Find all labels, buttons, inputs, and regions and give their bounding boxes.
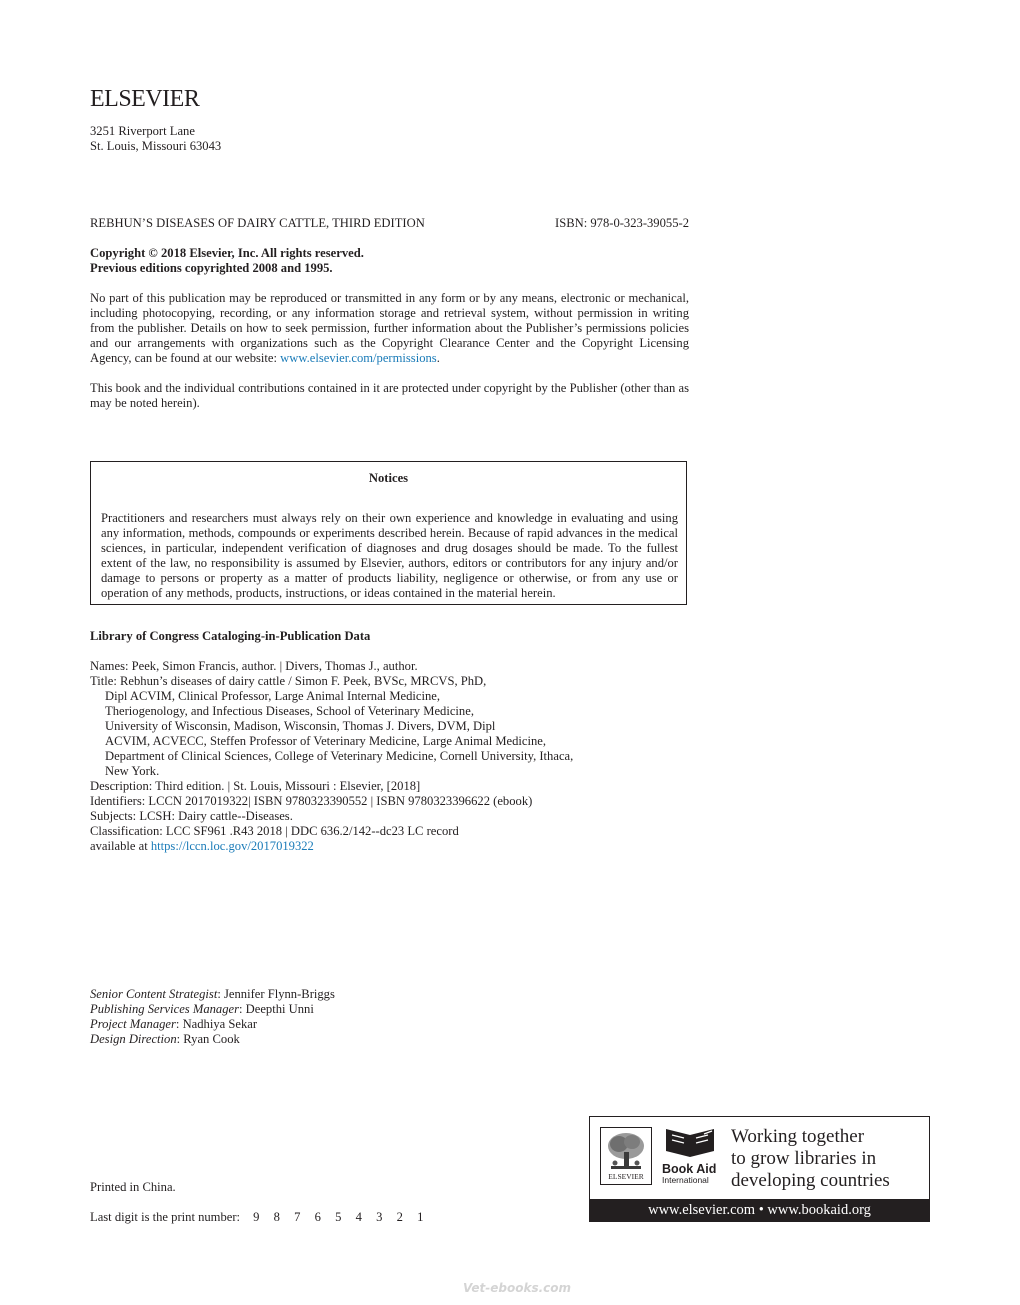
previous-editions-line: Previous editions copyrighted 2008 and 1995. xyxy=(90,261,333,275)
notices-body: Practitioners and researchers must always rely on their own experience and knowledge in evaluating and using any information, methods, compounds or experiments described herein. Because of rapid advances in the medical sciences, in particular, independent verification of diagnoses and drug dosages should be made. To the fullest extent of the law, no responsibility is assumed by Elsevier, authors, editors or contributors for any injury and/or damage to persons or property as a matter of products liability, negligence or otherwise, or from any use or operation of any methods, products, instructions, or ideas contained in the material herein. xyxy=(101,511,678,600)
credit-role: Publishing Services Manager xyxy=(90,1002,239,1016)
copyright-line: Copyright © 2018 Elsevier, Inc. All rights reserved. xyxy=(90,246,364,260)
publisher-address xyxy=(90,124,221,154)
credit-role: Design Direction xyxy=(90,1032,177,1046)
address-line-1: 3251 Riverport Lane xyxy=(90,124,195,138)
credit-name: : Jennifer Flynn-Briggs xyxy=(217,987,335,1001)
bookaid-logo xyxy=(662,1127,722,1187)
cip-line: Department of Clinical Sciences, College of Veterinary Medicine, Cornell University, Ithaca, xyxy=(105,749,574,763)
elsevier-small-wordmark: ELSEVIER xyxy=(608,1172,644,1181)
credit-role: Project Manager xyxy=(90,1017,176,1031)
print-digit: 9 xyxy=(253,1210,260,1224)
print-digit: 4 xyxy=(355,1210,362,1224)
cip-line: Description: Third edition. | St. Louis, Missouri : Elsevier, [2018] xyxy=(90,779,421,793)
print-digit: 5 xyxy=(335,1210,342,1224)
bookaid-urls: www.elsevier.com • www.bookaid.org xyxy=(590,1199,929,1221)
cip-line: New York. xyxy=(105,764,160,778)
book-isbn: ISBN: 978-0-323-39055-2 xyxy=(555,216,689,230)
site-watermark: Vet-ebooks.com xyxy=(463,1281,572,1295)
permissions-text: No part of this publication may be reproduced or transmitted in any form or by any means, electronic or mechanical, including photocopying, recording, or any information storage and retrieval system, without permission in writing from the publisher. Details on how to seek permission, further information about the Publisher’s permissions policies and our arrangements with organizations such as the Copyright Clearance Center and the Copyright Licensing Agency, can be found at our website: xyxy=(90,291,689,365)
credit-name: : Deepthi Unni xyxy=(239,1002,314,1016)
cip-heading: Library of Congress Cataloging-in-Publication Data xyxy=(90,629,371,643)
permissions-end: . xyxy=(436,351,440,365)
credit-name: : Nadhiya Sekar xyxy=(175,1017,258,1031)
print-digit: 6 xyxy=(314,1210,321,1224)
credits-block xyxy=(90,987,335,1047)
printed-in: Printed in China. xyxy=(90,1180,176,1194)
cip-line: Classification: LCC SF961 .R43 2018 | DDC 636.2/142--dc23 LC record xyxy=(90,824,459,838)
print-digit: 2 xyxy=(396,1210,403,1224)
cip-line: Subjects: LCSH: Dairy cattle--Diseases. xyxy=(90,809,293,823)
permissions-paragraph xyxy=(90,291,689,366)
cip-line: Title: Rebhun’s diseases of dairy cattle / Simon F. Peek, BVSc, MRCVS, PhD, xyxy=(90,674,487,688)
credit-line xyxy=(90,1002,335,1017)
permissions-link[interactable]: www.elsevier.com/permissions xyxy=(280,351,437,365)
cip-line: University of Wisconsin, Madison, Wisconsin, Thomas J. Divers, DVM, Dipl xyxy=(105,719,496,733)
copyright-block xyxy=(90,246,364,276)
bookaid-sub: International xyxy=(662,1175,709,1185)
print-number-line xyxy=(90,1210,438,1225)
tree-icon xyxy=(601,1130,651,1174)
cip-line: Identifiers: LCCN 2017019322| ISBN 9780323390552 | ISBN 9780323396622 (ebook) xyxy=(90,794,533,808)
print-digit: 3 xyxy=(376,1210,383,1224)
bookaid-banner xyxy=(589,1116,930,1222)
credit-role: Senior Content Strategist xyxy=(90,987,218,1001)
notices-heading: Notices xyxy=(368,471,409,485)
credit-line xyxy=(90,1017,335,1032)
address-line-2: St. Louis, Missouri 63043 xyxy=(90,139,222,153)
cip-available-line xyxy=(90,839,573,854)
credit-line xyxy=(90,1032,335,1047)
book-title: REBHUN’S DISEASES OF DAIRY CATTLE, THIRD EDITION xyxy=(90,216,425,230)
credit-name: : Ryan Cook xyxy=(176,1032,240,1046)
slogan-line: developing countries xyxy=(731,1170,890,1191)
bookaid-name: Book Aid xyxy=(662,1162,717,1176)
print-number-label: Last digit is the print number: xyxy=(90,1210,241,1224)
lccn-link[interactable]: https://lccn.loc.gov/2017019322 xyxy=(150,839,314,853)
credit-line xyxy=(90,987,335,1002)
print-digit: 7 xyxy=(294,1210,301,1224)
cip-available-prefix: available at xyxy=(90,839,151,853)
slogan-line: Working together xyxy=(731,1126,865,1147)
publisher-logo: ELSEVIER xyxy=(90,86,200,112)
notices-box xyxy=(90,461,687,605)
print-digit: 1 xyxy=(417,1210,424,1224)
slogan-line: to grow libraries in xyxy=(731,1148,877,1169)
protection-paragraph: This book and the individual contributions contained in it are protected under copyright by the Publisher (other than as may be noted herein). xyxy=(90,381,689,410)
print-digit: 8 xyxy=(273,1210,280,1224)
cip-line: ACVIM, ACVECC, Steffen Professor of Veterinary Medicine, Large Animal Medicine, xyxy=(105,734,547,748)
cip-line: Theriogenology, and Infectious Diseases, School of Veterinary Medicine, xyxy=(105,704,474,718)
cip-block xyxy=(90,659,573,854)
book-icon xyxy=(662,1127,718,1161)
elsevier-tree-logo xyxy=(600,1127,652,1185)
bookaid-slogan xyxy=(731,1126,890,1192)
cip-line: Dipl ACVIM, Clinical Professor, Large Animal Internal Medicine, xyxy=(105,689,441,703)
cip-line: Names: Peek, Simon Francis, author. | Divers, Thomas J., author. xyxy=(90,659,418,673)
